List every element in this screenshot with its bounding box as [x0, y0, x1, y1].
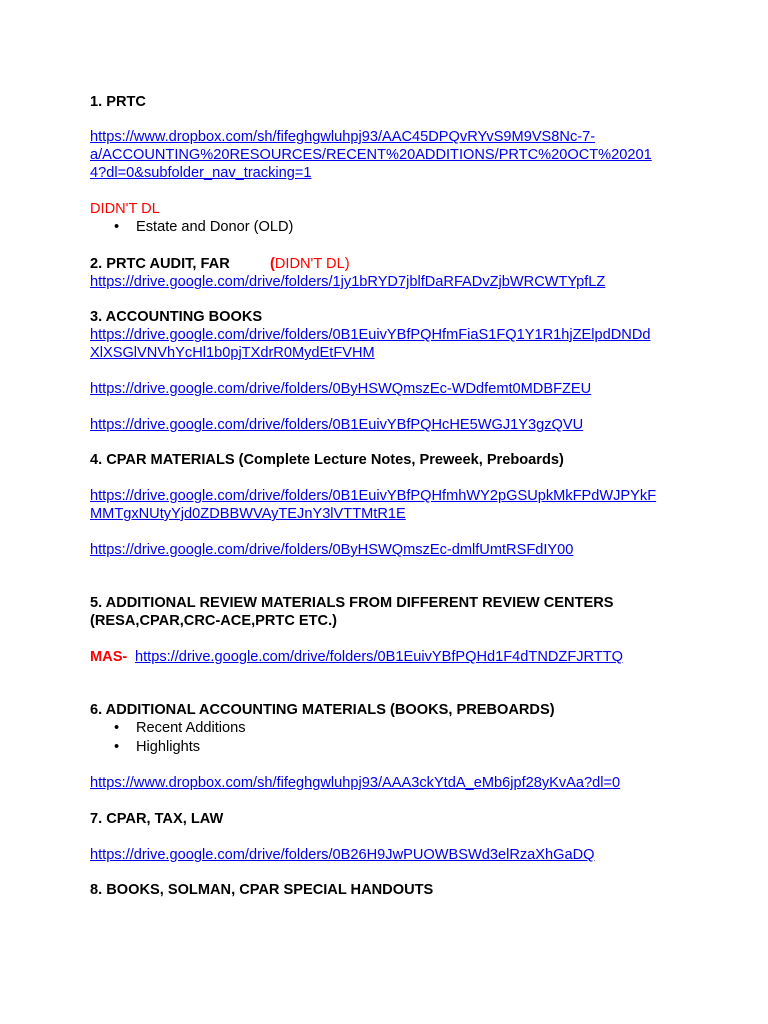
- section-1-link-line-1[interactable]: https://www.dropbox.com/sh/fifeghgwluhpj93/AAC45DPQvRYvS9M9VS8Nc-7-: [90, 129, 596, 145]
- section-2-note-paren: (: [270, 256, 275, 272]
- section-1-link-line-2[interactable]: a/ACCOUNTING%20RESOURCES/RECENT%20ADDITIONS/PRTC%20OCT%20201: [90, 147, 652, 163]
- section-6-heading: 6. ADDITIONAL ACCOUNTING MATERIALS (BOOKS, PREBOARDS): [90, 702, 555, 718]
- section-3-link-1-line-1[interactable]: https://drive.google.com/drive/folders/0B1EuivYBfPQHfmFiaS1FQ1Y1R1hjZElpdDNDd: [90, 327, 651, 343]
- section-8-heading: 8. BOOKS, SOLMAN, CPAR SPECIAL HANDOUTS: [90, 882, 434, 898]
- section-1-bullet: [114, 218, 293, 236]
- bullet-icon: •: [114, 739, 120, 755]
- section-2-heading: 2. PRTC AUDIT, FAR: [90, 256, 230, 272]
- section-4-heading: 4. CPAR MATERIALS (Complete Lecture Notes, Preweek, Preboards): [90, 452, 564, 468]
- section-3-heading: 3. ACCOUNTING BOOKS: [90, 309, 263, 325]
- section-1-link-line-3[interactable]: 4?dl=0&subfolder_nav_tracking=1: [90, 165, 312, 181]
- section-3-link-3[interactable]: https://drive.google.com/drive/folders/0B1EuivYBfPQHcHE5WGJ1Y3gzQVU: [90, 417, 584, 433]
- bullet-icon: •: [114, 219, 120, 235]
- bullet-text: Recent Additions: [136, 720, 246, 736]
- section-6-bullet-1: [114, 719, 246, 737]
- section-7-link[interactable]: https://drive.google.com/drive/folders/0B26H9JwPUOWBSWd3elRzaXhGaDQ: [90, 847, 595, 863]
- bullet-icon: •: [114, 720, 120, 736]
- section-1-note: DIDN'T DL: [90, 201, 160, 217]
- bullet-text: Estate and Donor (OLD): [136, 219, 294, 235]
- section-5-heading-line-1: 5. ADDITIONAL REVIEW MATERIALS FROM DIFFERENT REVIEW CENTERS: [90, 595, 614, 611]
- section-5-link[interactable]: https://drive.google.com/drive/folders/0B1EuivYBfPQHd1F4dTNDZFJRTTQ: [135, 649, 623, 665]
- section-7-heading: 7. CPAR, TAX, LAW: [90, 811, 224, 827]
- section-4-link-1-line-2[interactable]: MMTgxNUtyYjd0ZDBBWVAyTEJnY3lVTTMtR1E: [90, 506, 406, 522]
- section-4-link-1-line-1[interactable]: https://drive.google.com/drive/folders/0B1EuivYBfPQHfmhWY2pGSUpkMkFPdWJPYkF: [90, 488, 657, 504]
- section-5-heading-line-2: (RESA,CPAR,CRC-ACE,PRTC ETC.): [90, 613, 338, 629]
- section-6-bullet-2: [114, 738, 200, 756]
- section-3-link-1-line-2[interactable]: XlXSGlVNVhYcHl1b0pjTXdrR0MydEtFVHM: [90, 345, 375, 361]
- section-2-note: [270, 255, 350, 273]
- section-1-heading: 1. PRTC: [90, 94, 146, 110]
- section-5-label: MAS-: [90, 649, 128, 665]
- section-3-link-2[interactable]: https://drive.google.com/drive/folders/0ByHSWQmszEc-WDdfemt0MDBFZEU: [90, 381, 592, 397]
- section-4-link-2[interactable]: https://drive.google.com/drive/folders/0ByHSWQmszEc-dmlfUmtRSFdIY00: [90, 542, 574, 558]
- section-6-link[interactable]: https://www.dropbox.com/sh/fifeghgwluhpj93/AAA3ckYtdA_eMb6jpf28yKvAa?dl=0: [90, 775, 621, 791]
- section-2-note-text: DIDN'T DL): [274, 256, 350, 272]
- bullet-text: Highlights: [136, 739, 201, 755]
- section-2-link[interactable]: https://drive.google.com/drive/folders/1jy1bRYD7jblfDaRFADvZjbWRCWTYpfLZ: [90, 274, 606, 290]
